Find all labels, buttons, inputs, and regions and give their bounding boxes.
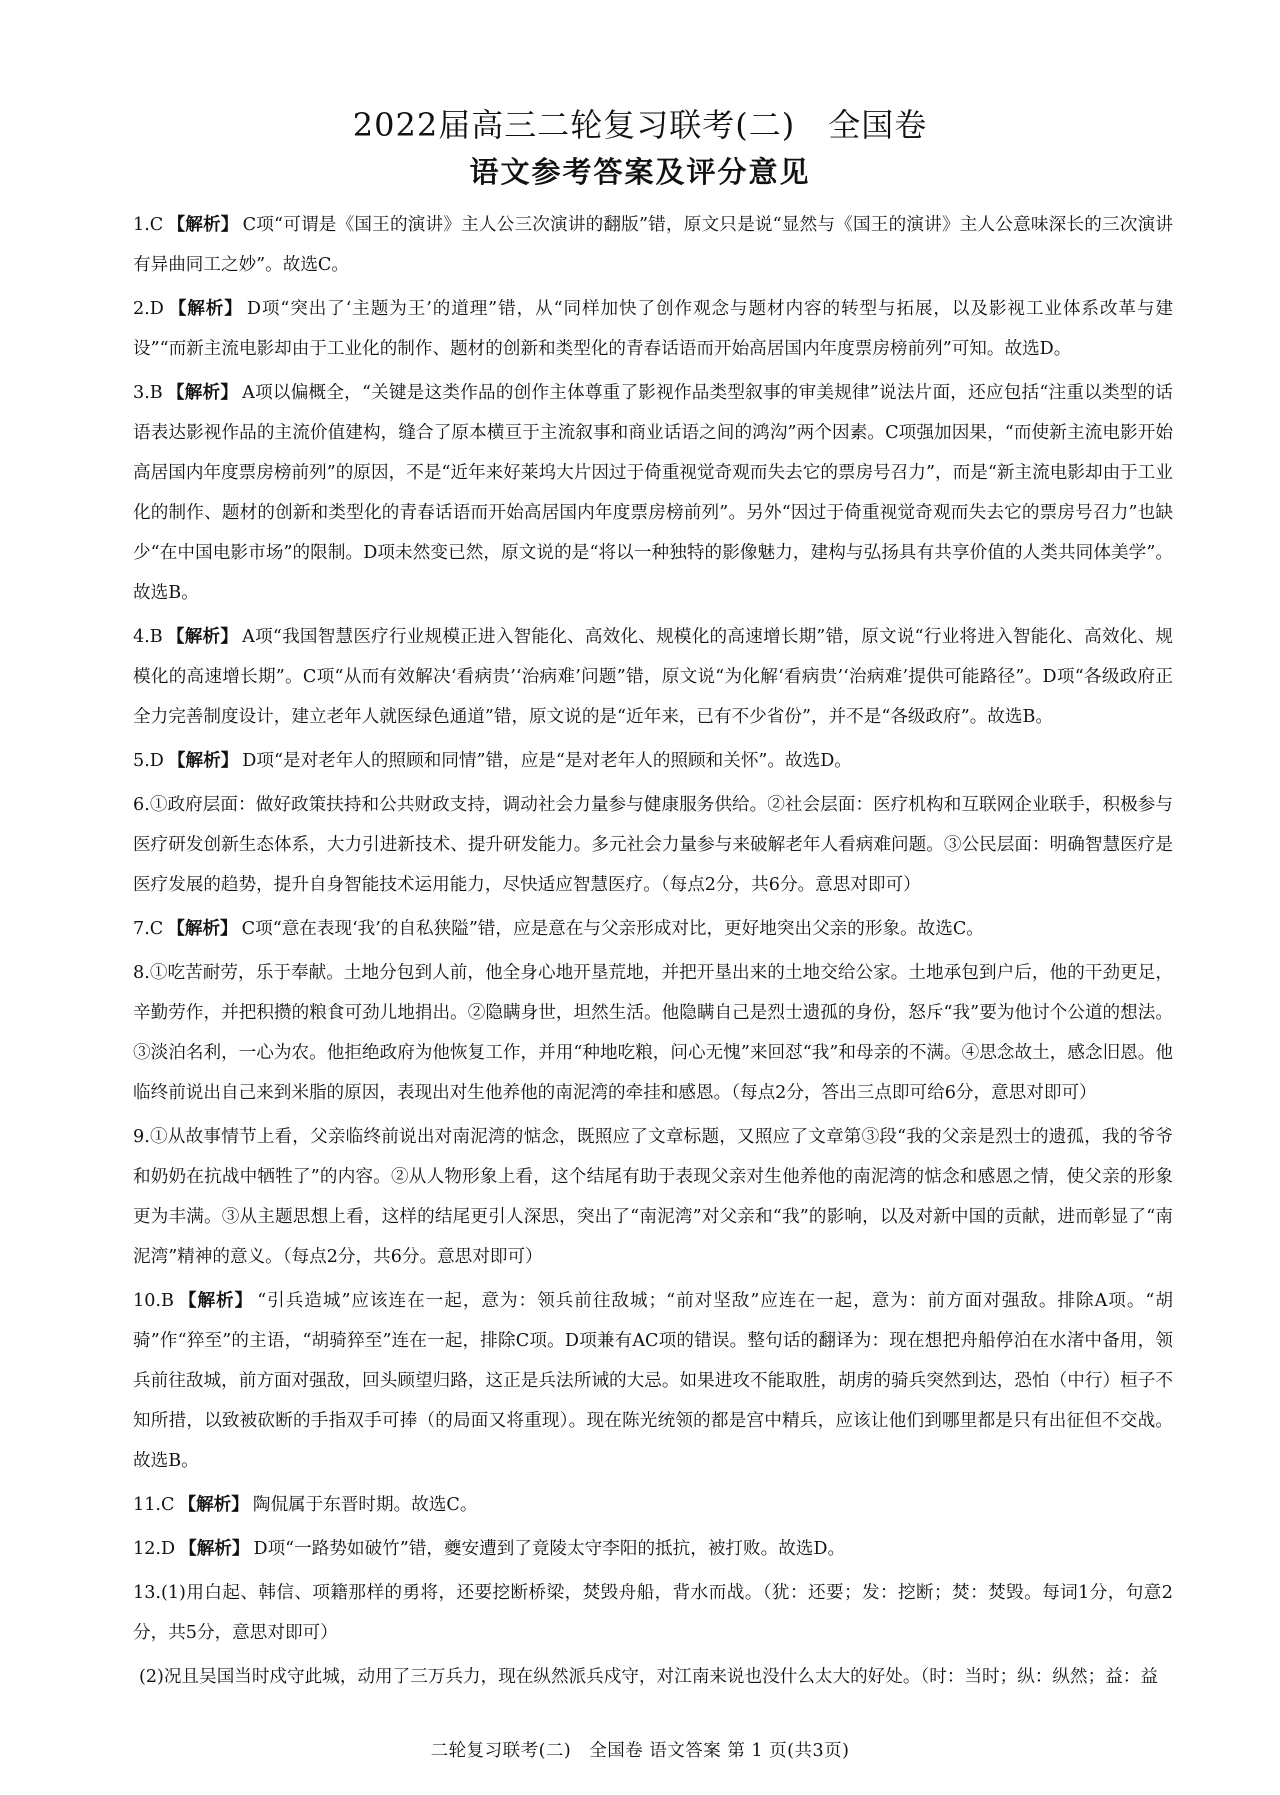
answer-number: 7.C <box>133 919 164 939</box>
analysis-tag: 【解析】 <box>167 298 243 319</box>
answer-item-5 <box>133 741 1173 781</box>
answer-number: 3.B <box>133 383 163 403</box>
answer-text: A项“我国智慧医疗行业规模正进入智能化、高效化、规模化的高速增长期”错，原文说“行业将进入智能化、高效化、规模化的高速增长期”。C项“从而有效解决‘看病贵’‘治病难’问题”错，原文说“为化解‘看病贵’‘治病难’提供可能路径”。D项“各级政府正全力完善制度设计，建立老年人就医绿色通道”错，原文说的是“近年来，已有不少省份”，并不是“各级政府”。故选B。 <box>133 627 1173 727</box>
answer-number: 5.D <box>133 751 164 771</box>
analysis-tag: 【解析】 <box>166 382 239 403</box>
answer-item-13-part-2 <box>133 1657 1173 1697</box>
answer-text: A项以偏概全，“关键是这类作品的创作主体尊重了影视作品类型叙事的审美规律”说法片面，还应包括“注重以类型的话语表达影视作品的主流价值建构，缝合了原本横亘于主流叙事和商业话语之间的鸿沟”两个因素。C项强加因果，“而使新主流电影开始高居国内年度票房榜前列”的原因，不是“近年来好莱坞大片因过于倚重视觉奇观而失去它的票房号召力”，而是“新主流电影却由于工业化的制作、题材的创新和类型化的青春话语而开始高居国内年度票房榜前列”。另外“因过于倚重视觉奇观而失去它的票房号召力”也缺少“在中国电影市场”的限制。D项未然变已然，原文说的是“将以一种独特的影像魅力，建构与弘扬具有共享价值的人类共同体美学”。故选B。 <box>133 383 1173 603</box>
answer-number: 4.B <box>133 627 163 647</box>
page-footer: 二轮复习联考(二) 全国卷 语文答案 第 1 页(共3页) <box>430 1741 850 1761</box>
analysis-tag: 【解析】 <box>167 214 239 235</box>
answer-text: D项“突出了‘主题为王’的道理”错，从“同样加快了创作观念与题材内容的转型与拓展，以及影视工业体系改革与建设”“而新主流电影却由于工业化的制作、题材的创新和类型化的青春话语而开始高居国内年度票房榜前列”可知。故选D。 <box>133 299 1173 359</box>
answer-text: 陶侃属于东晋时期。故选C。 <box>252 1495 478 1515</box>
answer-number: 10.B <box>133 1291 174 1311</box>
answer-item-6 <box>133 785 1173 905</box>
answer-item-7 <box>133 909 1173 949</box>
answer-number: 6. <box>133 795 150 815</box>
answer-number: 11.C <box>133 1495 175 1515</box>
answer-item-11 <box>133 1485 1173 1525</box>
analysis-tag: 【解析】 <box>178 1494 249 1515</box>
page-title: 2022届高三二轮复习联考(二) 全国卷 <box>352 106 928 144</box>
answer-item-8 <box>133 953 1173 1113</box>
answer-item-9 <box>133 1117 1173 1277</box>
answer-number: 1.C <box>133 215 164 235</box>
page-subtitle: 语文参考答案及评分意见 <box>469 155 811 189</box>
answer-item-10 <box>133 1281 1173 1481</box>
answer-item-4 <box>133 617 1173 737</box>
answer-text: C项“意在表现‘我’的自私狭隘”错，应是意在与父亲形成对比，更好地突出父亲的形象。故选C。 <box>241 919 984 939</box>
answer-number: 9. <box>133 1127 150 1147</box>
analysis-tag: 【解析】 <box>177 1290 254 1311</box>
answer-text: ①从故事情节上看，父亲临终前说出对南泥湾的惦念，既照应了文章标题，又照应了文章第③段“我的父亲是烈士的遗孤，我的爷爷和奶奶在抗战中牺牲了”的内容。②从人物形象上看，这个结尾有助于表现父亲对生他养他的南泥湾的惦念和感恩之情，使父亲的形象更为丰满。③从主题思想上看，这样的结尾更引人深思，突出了“南泥湾”对父亲和“我”的影响，以及对新中国的贡献，进而彰显了“南泥湾”精神的意义。（每点2分，共6分。意思对即可） <box>133 1127 1173 1267</box>
answer-text: ①政府层面：做好政策扶持和公共财政支持，调动社会力量参与健康服务供给。②社会层面：医疗机构和互联网企业联手，积极参与医疗研发创新生态体系，大力引进新技术、提升研发能力。多元社会力量参与来破解老年人看病难问题。③公民层面：明确智慧医疗是医疗发展的趋势，提升自身智能技术运用能力，尽快适应智慧医疗。（每点2分，共6分。意思对即可） <box>133 795 1173 895</box>
answer-item-1 <box>133 205 1173 285</box>
analysis-tag: 【解析】 <box>167 918 238 939</box>
analysis-tag: 【解析】 <box>179 1538 250 1559</box>
answer-text: (1)用白起、韩信、项籍那样的勇将，还要挖断桥梁，焚毁舟船，背水而战。（犹：还要；发：挖断；焚：焚毁。每词1分，句意2分，共5分，意思对即可） <box>133 1583 1173 1643</box>
answer-text: D项“一路势如破竹”错，夔安遭到了竟陵太守李阳的抵抗，被打败。故选D。 <box>253 1539 846 1559</box>
answer-number: 12.D <box>133 1539 176 1559</box>
answer-text: C项“可谓是《国王的演讲》主人公三次演讲的翻版”错，原文只是说“显然与《国王的演讲》主人公意味深长的三次演讲有异曲同工之妙”。故选C。 <box>133 215 1173 275</box>
answer-text: (2)况且吴国当时戍守此城，动用了三万兵力，现在纵然派兵戍守，对江南来说也没什么太大的好处。（时：当时；纵：纵然；益：益 <box>139 1667 1158 1687</box>
answer-list <box>133 205 1173 1701</box>
answer-number: 8. <box>133 963 150 983</box>
answer-item-13 <box>133 1573 1173 1653</box>
answer-item-12 <box>133 1529 1173 1569</box>
answer-number: 13. <box>133 1583 161 1603</box>
analysis-tag: 【解析】 <box>166 626 239 647</box>
answer-text: “引兵造城”应该连在一起，意为：领兵前往敌城；“前对坚敌”应连在一起，意为：前方面对强敌。排除A项。“胡骑”作“猝至”的主语，“胡骑猝至”连在一起，排除C项。D项兼有AC项的错误。整句话的翻译为：现在想把舟船停泊在水渚中备用，领兵前往敌城，前方面对强敌，回头顾望归路，这正是兵法所诫的大忌。如果进攻不能取胜，胡虏的骑兵突然到达，恐怕（中行）桓子不知所措，以致被砍断的手指双手可捧（的局面又将重现）。现在陈光统领的都是宫中精兵，应该让他们到哪里都是只有出征但不交战。故选B。 <box>133 1291 1173 1471</box>
answer-text: ①吃苦耐劳，乐于奉献。土地分包到人前，他全身心地开垦荒地，并把开垦出来的土地交给公家。土地承包到户后，他的干劲更足，辛勤劳作，并把积攒的粮食可劲儿地捐出。②隐瞒身世，坦然生活。他隐瞒自己是烈士遗孤的身份，怒斥“我”要为他讨个公道的想法。③淡泊名利，一心为农。他拒绝政府为他恢复工作，并用“种地吃粮，问心无愧”来回怼“我”和母亲的不满。④思念故土，感念旧恩。他临终前说出自己来到米脂的原因，表现出对生他养他的南泥湾的牵挂和感恩。（每点2分，答出三点即可给6分，意思对即可） <box>133 963 1173 1103</box>
analysis-tag: 【解析】 <box>167 750 239 771</box>
answer-number: 2.D <box>133 299 164 319</box>
answer-item-3 <box>133 373 1173 613</box>
answer-text: D项“是对老年人的照顾和同情”错，应是“是对老年人的照顾和关怀”。故选D。 <box>242 751 852 771</box>
answer-item-2 <box>133 289 1173 369</box>
